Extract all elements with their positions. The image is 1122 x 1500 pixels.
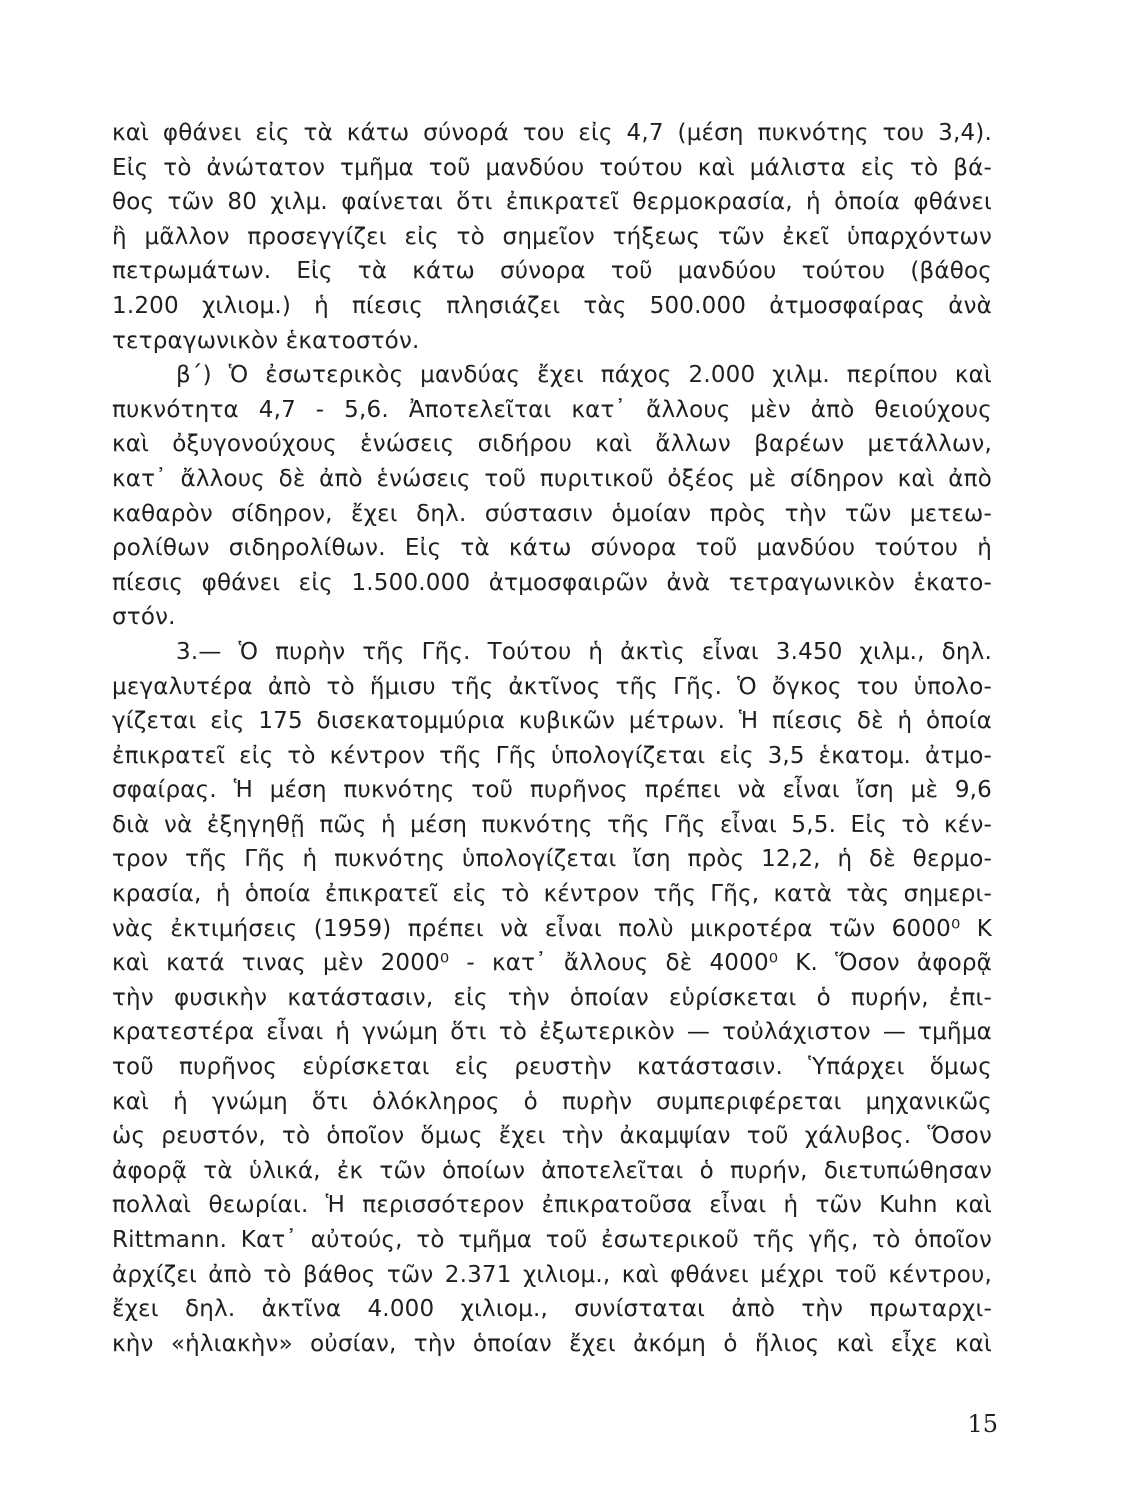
text-line: μεγαλυτέρα ἀπὸ τὸ ἥμισυ τῆς ἀκτῖνος τῆς Γῆς. Ὁ ὄγκος του ὑπολο- [112,673,992,700]
text-line: Rittmann. Κατ᾽ αὐτούς, τὸ τμῆμα τοῦ ἐσωτερικοῦ τῆς γῆς, τὸ ὁποῖον [112,1227,992,1253]
text-line: 1.200 χιλιομ.) ἡ πίεσις πλησιάζει τὰς 500.000 ἀτμοσφαίρας ἀνὰ [112,292,992,319]
text-line: πυκνότητα 4,7 - 5,6. Ἀποτελεῖται κατ᾽ ἄλλους μὲν ἀπὸ θειούχους [112,396,992,423]
text-line: κὴν «ἡλιακὴν» οὐσίαν, τὴν ὁποίαν ἔχει ἀκόμη ὁ ἥλιος καὶ εἶχε καὶ [112,1330,992,1357]
text-line: διὰ νὰ ἐξηγηθῇ πῶς ἡ μέση πυκνότης τῆς Γῆς εἶναι 5,5. Εἰς τὸ κέν- [112,811,992,838]
text-line: κατ᾽ ἄλλους δὲ ἀπὸ ἑνώσεις τοῦ πυριτικοῦ ὀξέος μὲ σίδηρον καὶ ἀπὸ [112,465,992,492]
text-line: ἔχει δηλ. ἀκτῖνα 4.000 χιλιομ., συνίσταται ἀπὸ τὴν πρωταρχι- [112,1296,992,1323]
text-line: καὶ ἡ γνώμη ὅτι ὁλόκληρος ὁ πυρὴν συμπεριφέρεται μηχανικῶς [112,1088,992,1115]
text-line: πίεσις φθάνει εἰς 1.500.000 ἀτμοσφαιρῶν ἀνὰ τετραγωνικὸν ἑκατο- [112,569,992,596]
text-line: σφαίρας. Ἡ μέση πυκνότης τοῦ πυρῆνος πρέπει νὰ εἶναι ἴση μὲ 9,6 [112,777,992,804]
text-line: τρον τῆς Γῆς ἡ πυκνότης ὑπολογίζεται ἴση πρὸς 12,2, ἡ δὲ θερμο- [112,846,992,873]
text-line: τὴν φυσικὴν κατάστασιν, εἰς τὴν ὁποίαν εὑρίσκεται ὁ πυρήν, ἐπι- [112,984,992,1011]
text-line: γίζεται εἰς 175 δισεκατομμύρια κυβικῶν μέτρων. Ἡ πίεσις δὲ ἡ ὁποία [112,708,992,735]
text-line: τετραγωνικὸν ἑκατοστόν. [112,327,420,354]
text-line: ἢ μᾶλλον προσεγγίζει εἰς τὸ σημεῖον τήξεως τῶν ἐκεῖ ὑπαρχόντων [112,223,992,250]
text-line: ἀρχίζει ἀπὸ τὸ βάθος τῶν 2.371 χιλιομ., καὶ φθάνει μέχρι τοῦ κέντρου, [112,1261,992,1288]
text-line: κρασία, ἡ ὁποία ἐπικρατεῖ εἰς τὸ κέντρον τῆς Γῆς, κατὰ τὰς σημερι- [112,881,992,908]
text-line: 3.— Ὁ πυρὴν τῆς Γῆς. Τούτου ἡ ἀκτὶς εἶναι 3.450 χιλμ., δηλ. [176,638,992,665]
text-line: Εἰς τὸ ἀνώτατον τμῆμα τοῦ μανδύου τούτου καὶ μάλιστα εἰς τὸ βά- [112,154,992,181]
text-line: κρατεστέρα εἶναι ἡ γνώμη ὅτι τὸ ἐξωτερικὸν — τοὐλάχιστον — τμῆμα [112,1019,992,1046]
text-line: β΄) Ὁ ἐσωτερικὸς μανδύας ἔχει πάχος 2.000 χιλμ. περίπου καὶ [176,362,992,389]
body-text [112,116,992,1361]
text-line: καὶ ὀξυγονούχους ἑνώσεις σιδήρου καὶ ἄλλων βαρέων μετάλλων, [112,431,992,458]
page-number: 15 [967,1410,998,1438]
text-line: πετρωμάτων. Εἰς τὰ κάτω σύνορα τοῦ μανδύου τούτου (βάθος [112,258,992,285]
text-line: στόν. [112,604,176,631]
text-line: ἀφορᾷ τὰ ὑλικά, ἐκ τῶν ὁποίων ἀποτελεῖται ὁ πυρήν, διετυπώθησαν [112,1157,992,1184]
text-line: ἐπικρατεῖ εἰς τὸ κέντρον τῆς Γῆς ὑπολογίζεται εἰς 3,5 ἑκατομ. ἀτμο- [112,742,992,769]
text-line: καὶ φθάνει εἰς τὰ κάτω σύνορά του εἰς 4,7 (μέση πυκνότης του 3,4). [112,120,992,146]
text-line: ρολίθων σιδηρολίθων. Εἰς τὰ κάτω σύνορα τοῦ μανδύου τούτου ἡ [112,535,992,562]
text-line: καὶ κατά τινας μὲν 2000⁰ - κατ᾽ ἄλλους δὲ 4000⁰ K. Ὅσον ἀφορᾷ [112,950,992,977]
text-line: καθαρὸν σίδηρον, ἔχει δηλ. σύστασιν ὁμοίαν πρὸς τὴν τῶν μετεω- [112,500,992,527]
text-line: θος τῶν 80 χιλμ. φαίνεται ὅτι ἐπικρατεῖ θερμοκρασία, ἡ ὁποία φθάνει [112,189,992,216]
text-line: τοῦ πυρῆνος εὑρίσκεται εἰς ρευστὴν κατάστασιν. Ὑπάρχει ὅμως [112,1054,992,1081]
text-line: ὡς ρευστόν, τὸ ὁποῖον ὅμως ἔχει τὴν ἀκαμψίαν τοῦ χάλυβος. Ὅσον [112,1123,992,1150]
text-line: πολλαὶ θεωρίαι. Ἡ περισσότερον ἐπικρατοῦσα εἶναι ἡ τῶν Kuhn καὶ [112,1192,992,1219]
text-line: νὰς ἐκτιμήσεις (1959) πρέπει νὰ εἶναι πολὺ μικροτέρα τῶν 6000⁰ K [112,915,992,942]
